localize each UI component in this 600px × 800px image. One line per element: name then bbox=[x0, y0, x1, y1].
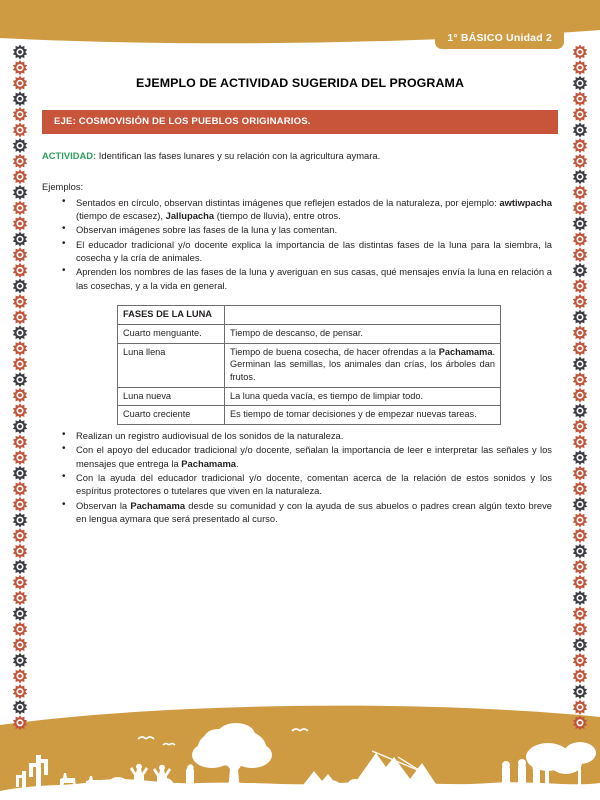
ornament-motif bbox=[13, 715, 27, 730]
moon-phase-meaning bbox=[225, 406, 501, 425]
ornament-motif bbox=[13, 622, 27, 637]
ornament-motif bbox=[573, 575, 587, 590]
moon-phase-name: Cuarto creciente bbox=[118, 406, 225, 425]
table-row bbox=[118, 406, 501, 425]
ornament-motif bbox=[573, 668, 587, 683]
emphasis-text: Pachamama bbox=[438, 346, 493, 357]
ornament-motif bbox=[13, 559, 27, 574]
emphasis-text: awtiwpacha bbox=[499, 196, 552, 208]
ornament-motif bbox=[573, 715, 587, 730]
ornament-motif bbox=[573, 559, 587, 574]
ornament-motif bbox=[13, 684, 27, 699]
list-item bbox=[76, 499, 558, 526]
examples-list bbox=[42, 196, 558, 292]
activity-label: ACTIVIDAD: bbox=[42, 150, 97, 161]
table-body bbox=[118, 324, 501, 424]
emphasis-text: Pachamama bbox=[130, 499, 186, 511]
table-header-row bbox=[118, 306, 501, 325]
body-text: Tiempo de buena cosecha, de hacer ofrendas a la bbox=[230, 346, 439, 357]
ornament-motif bbox=[13, 700, 27, 715]
ornament-motif bbox=[573, 637, 587, 652]
moon-phases-table bbox=[117, 305, 501, 425]
ornament-motif bbox=[13, 606, 27, 621]
ornament-motif bbox=[573, 544, 587, 559]
body-text: Observan la bbox=[76, 499, 131, 511]
examples-label: Ejemplos: bbox=[42, 180, 84, 192]
list-item bbox=[76, 265, 558, 292]
ornament-motif bbox=[573, 653, 587, 668]
list-item bbox=[76, 429, 558, 442]
ornament-motif bbox=[13, 544, 27, 559]
body-text: Es tiempo de tomar decisiones y de empezar nuevas tareas. bbox=[230, 409, 477, 420]
eje-banner: EJE: COSMOVISIÓN DE LOS PUEBLOS ORIGINARIOS. bbox=[42, 110, 558, 134]
bottom-landscape-illustration bbox=[0, 695, 600, 800]
body-text: La luna queda vacía, es tiempo de limpiar todo. bbox=[230, 390, 424, 401]
ornament-motif bbox=[13, 637, 27, 652]
body-text: Aprenden los nombres de las fases de la luna y averiguan en sus casas, qué mensajes envía la luna en relación a las cosechas, y a la vida en general. bbox=[76, 266, 552, 291]
ornament-motif bbox=[13, 590, 27, 605]
moon-phase-name: Luna nueva bbox=[118, 387, 225, 406]
body-text: desde su comunidad y con la ayuda de sus abuelos o padres crean algún texto breve en lengua aymara que será presentado al curso. bbox=[76, 499, 552, 525]
table-row bbox=[118, 387, 501, 406]
ornament-motif bbox=[573, 700, 587, 715]
list-item bbox=[76, 223, 558, 236]
body-text: Sentados en círculo, observan distintas imágenes que reflejen estados de la naturaleza, por ejemplo: bbox=[76, 196, 500, 208]
body-text: Con la ayuda del educador tradicional y/o docente, comentan acerca de la relación de estos sonidos y los espíritus protectores o tutelares que viven en la naturaleza. bbox=[76, 472, 552, 497]
emphasis-text: Jallupacha bbox=[165, 210, 215, 222]
ornament-motif bbox=[13, 668, 27, 683]
page-title: EJEMPLO DE ACTIVIDAD SUGERIDA DEL PROGRAMA bbox=[136, 76, 464, 90]
table-row bbox=[118, 324, 501, 343]
activity-line bbox=[42, 150, 558, 163]
moon-phase-meaning bbox=[225, 324, 501, 343]
ornament-motif bbox=[13, 653, 27, 668]
moon-phase-meaning bbox=[225, 387, 501, 406]
emphasis-text: Pachamama bbox=[181, 457, 237, 469]
list-item bbox=[76, 238, 558, 265]
ornament-motif bbox=[13, 575, 27, 590]
list-item bbox=[76, 196, 558, 223]
table-header-phase: FASES DE LA LUNA bbox=[118, 306, 225, 325]
ornament-motif bbox=[573, 590, 587, 605]
body-text: . Germinan las semillas, los animales dan crías, los árboles dan frutos. bbox=[230, 346, 495, 382]
closing-list bbox=[42, 429, 558, 525]
ornament-motif bbox=[573, 622, 587, 637]
body-text: Realizan un registro audiovisual de los sonidos de la naturaleza. bbox=[76, 430, 344, 442]
ornament-motif bbox=[573, 684, 587, 699]
list-item bbox=[76, 471, 558, 498]
moon-phase-name: Cuarto menguante. bbox=[118, 324, 225, 343]
ornament-motif bbox=[13, 528, 27, 543]
activity-text: Identifican las fases lunares y su relación con la agricultura aymara. bbox=[96, 150, 381, 161]
body-text: . bbox=[236, 457, 239, 469]
body-text: El educador tradicional y/o docente explica la importancia de las distintas fases de la luna para la siembra, la cosecha y la cría de animales. bbox=[76, 238, 552, 264]
unit-badge: 1° BÁSICO Unidad 2 bbox=[435, 28, 564, 49]
body-text: (tiempo de escasez), bbox=[76, 210, 166, 222]
table-header-meaning bbox=[225, 306, 501, 325]
moon-phase-name: Luna llena bbox=[118, 343, 225, 387]
body-text: Tiempo de descanso, de pensar. bbox=[230, 327, 363, 338]
body-text: Con el apoyo del educador tradicional y/o docente, señalan la importancia de leer e interpretar las señales y los mensajes que entrega la bbox=[76, 444, 552, 469]
table-row bbox=[118, 343, 501, 387]
moon-phase-meaning bbox=[225, 343, 501, 387]
list-item bbox=[76, 443, 558, 470]
ornament-motif bbox=[573, 528, 587, 543]
body-text: Observan imágenes sobre las fases de la luna y las comentan. bbox=[76, 224, 338, 236]
ornament-motif bbox=[573, 606, 587, 621]
body-text: (tiempo de lluvia), entre otros. bbox=[214, 210, 341, 222]
